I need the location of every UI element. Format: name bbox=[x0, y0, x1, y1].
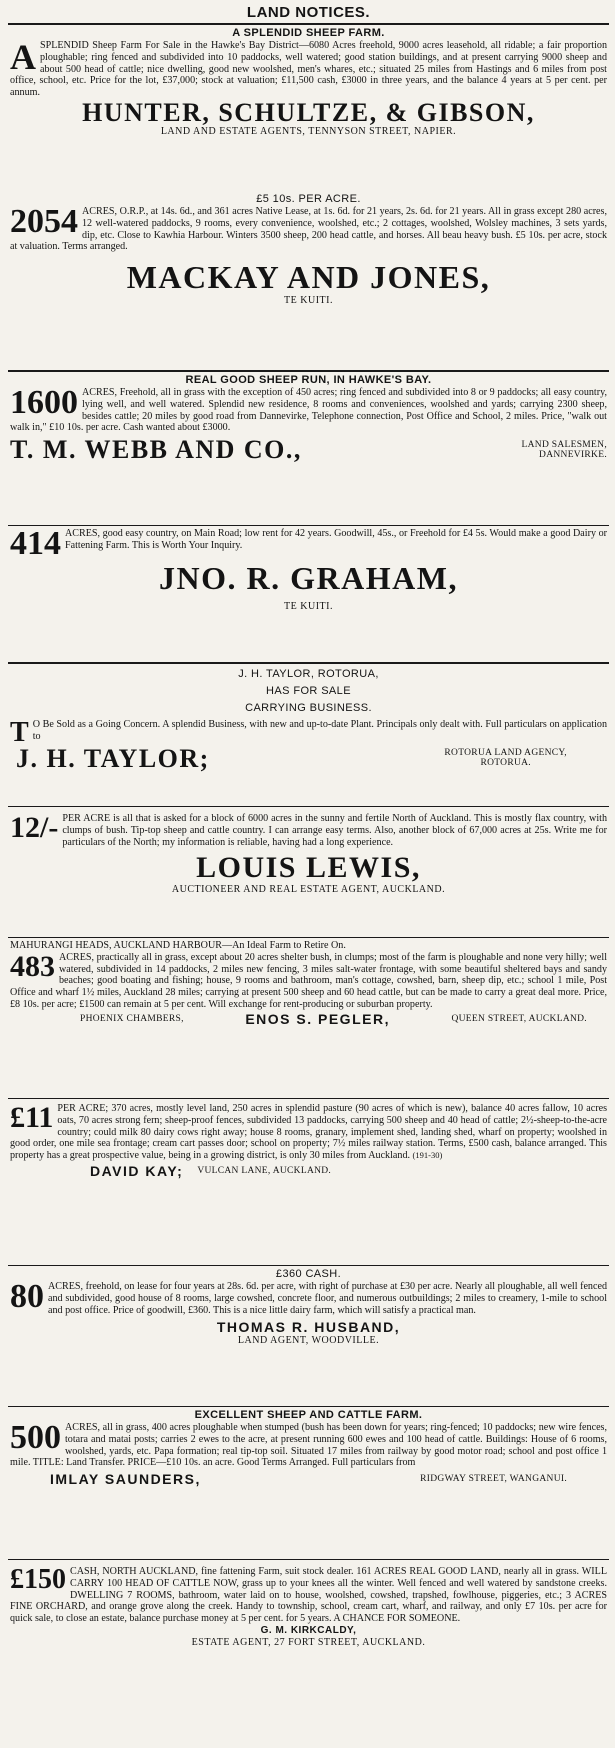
ad-heading: EXCELLENT SHEEP AND CATTLE FARM. bbox=[194, 1409, 423, 1421]
ad-body bbox=[10, 37, 607, 99]
firm-address: AUCTIONEER AND REAL ESTATE AGENT, AUCKLAND. bbox=[171, 883, 446, 895]
firm-name: T. M. WEBB AND CO., bbox=[10, 435, 302, 465]
ad-414-acres bbox=[8, 526, 609, 661]
ad-body bbox=[10, 526, 607, 562]
firm-name: THOMAS R. HUSBAND, bbox=[216, 1319, 401, 1336]
firm-address bbox=[522, 440, 607, 460]
ad-carrying-business bbox=[8, 664, 609, 806]
ad-heading: REAL GOOD SHEEP RUN, IN HAWKE'S BAY. bbox=[185, 374, 432, 386]
firm-row bbox=[10, 745, 607, 772]
ad-text: ACRES, freehold, on lease for four years at 28s. 6d. per acre, with right of purchase at £30 per acre. Nearly all ploughable, all well fenced and subdivided, good house of 8 rooms, large cowshed, concrete floor, and numerous outbuildings; 2 miles to creamery, 1-mile to school and post office. Price of goodwill, £360. This is a nice little dairy farm, which will satisfy a practical man. bbox=[48, 1281, 607, 1316]
firm-address-line-1: LAND SALESMEN, bbox=[521, 439, 607, 450]
ad-real-good-sheep-run bbox=[8, 372, 609, 525]
ad-big-figure: £11 bbox=[10, 1101, 54, 1134]
ad-heading: £360 CASH. bbox=[275, 1268, 342, 1280]
firm-address: LAND AND ESTATE AGENTS, TENNYSON STREET, NAPIER. bbox=[160, 126, 457, 138]
ad-12-per-acre bbox=[8, 807, 609, 937]
ad-text: ACRES, O.R.P., at 14s. 6d., and 361 acres Native Lease, at 1s. 6d. for 21 years, 2s. 6d. for 21 years. All in grass except 280 acres, 12 well-watered paddocks, 9 rooms, every convenience, woolshed, etc.; 2 cottages, woolshed, Wolsley machines, 3 sets yards, dip, etc. Close to Kawhia Harbour. Winters 3500 sheep, 200 head cattle, and horses. All beau heavy bush. £5 10s. per acre, stock at valuation. Terms arranged. bbox=[10, 206, 607, 253]
ad-mahurangi-heads bbox=[8, 938, 609, 1098]
ad-big-figure: £150 bbox=[10, 1564, 66, 1595]
firm-row bbox=[10, 1011, 607, 1027]
ad-body bbox=[10, 1278, 607, 1316]
ad-360-cash bbox=[8, 1266, 609, 1406]
firm-row bbox=[10, 436, 607, 463]
ad-heading-2: HAS FOR SALE bbox=[266, 685, 351, 697]
ad-splendid-sheep-farm bbox=[8, 25, 609, 191]
firm-address-line-2: DANNEVIRKE. bbox=[539, 449, 607, 460]
firm-address-line-1: PHOENIX CHAMBERS, bbox=[80, 1013, 184, 1024]
firm-name: DAVID KAY; bbox=[90, 1162, 184, 1179]
ad-text: PER ACRE is all that is asked for a block of 6000 acres in the sunny and fertile North of Auckland. This is mostly flax country, with clumps of bush. Tip-top sheep and cattle country. I can arrange easy terms. Also, another block of 67,000 acres at 25s. Write me for particulars of the North; my information is reliable, having had a long experience. bbox=[62, 813, 607, 848]
ad-big-figure: 414 bbox=[10, 526, 61, 562]
ad-text: ACRES, practically all in grass, except about 20 acres shelter bush, in clumps; most of the farm is ploughable and none very hilly; well watered, subdivided in 14 paddocks, 2 miles new fencing, 3 miles salt-water frontage, with some beautiful sheltered bays and sandy beaches; good boating and fishing; house, 9 rooms and bathroom, man's cottage, cowshed, barn, sheep dip, etc.; school 1 mile, Post Office and wharf 1½ miles, Auckland 28 miles; carrying at present 500 sheep and 60 head cattle, but can be made to carry a great deal more. Price, £8 10s. per acre; £1500 can remain at 5 per cent. Will exchange for rent-producing or suburban property. bbox=[10, 951, 607, 1010]
page-title: LAND NOTICES. bbox=[246, 4, 371, 21]
drop-cap: T bbox=[10, 717, 29, 748]
ad-11-per-acre bbox=[8, 1099, 609, 1265]
ad-big-figure: 80 bbox=[10, 1278, 44, 1315]
ad-body bbox=[10, 813, 607, 848]
drop-cap: A bbox=[10, 37, 36, 77]
firm-address: RIDGWAY STREET, WANGANUI. bbox=[420, 1474, 567, 1485]
ad-heading-1: J. H. TAYLOR, ROTORUA, bbox=[238, 668, 379, 680]
ad-body bbox=[10, 203, 607, 253]
firm-name: JNO. R. GRAHAM, bbox=[159, 559, 458, 596]
firm-name: IMLAY SAUNDERS, bbox=[50, 1471, 201, 1488]
ad-text: O Be Sold as a Going Concern. A splendid Business, with new and up-to-date Plant. Principals only dealt with. Full particulars on application to bbox=[32, 719, 607, 742]
ad-150-cash bbox=[8, 1560, 609, 1720]
ad-text: ACRES, good easy country, on Main Road; low rent for 42 years. Goodwill, 45s., or Freehold for £4 5s. Would make a good Dairy or Fattening Farm. This is Worth Your Inquiry. bbox=[65, 528, 607, 551]
ad-heading: £5 10s. PER ACRE. bbox=[256, 193, 361, 205]
ad-big-figure: 483 bbox=[10, 949, 55, 983]
firm-address: VULCAN LANE, AUCKLAND. bbox=[197, 1165, 332, 1176]
firm-address-line-2: ROTORUA. bbox=[480, 758, 531, 769]
firm-name: MACKAY AND JONES, bbox=[126, 259, 491, 296]
firm-name: HUNTER, SCHULTZE, & GIBSON, bbox=[82, 97, 535, 127]
firm-name: G. M. KIRKCALDY, bbox=[260, 1624, 357, 1636]
firm-address: TE KUITI. bbox=[284, 601, 333, 613]
ad-heading: A SPLENDID SHEEP FARM. bbox=[232, 27, 385, 39]
firm-address-line-2: QUEEN STREET, AUCKLAND. bbox=[451, 1013, 587, 1024]
firm-name: LOUIS LEWIS, bbox=[196, 851, 421, 885]
ad-text: SPLENDID Sheep Farm For Sale in the Hawke's Bay District—6080 Acres freehold, 9000 acres leasehold, all ridable; a fair proportion ploughable; ring fenced and subdivided into 10 paddocks, well watered; good station buildings, and at present carrying 9000 sheep and about 500 head of cattle; nice dwelling, good new woolshed, men's whares, etc.; situated 25 miles from Hastings and 6 miles from post office, school, etc. Price for the lot, £37,000; stock at valuation; £11,500 cash, £3000 in three years, and the balance 4 years at 5 per cent. per annum. bbox=[10, 40, 607, 99]
firm-address: TE KUITI. bbox=[284, 294, 333, 306]
ad-big-figure: 500 bbox=[10, 1419, 61, 1456]
firm-row bbox=[10, 1163, 607, 1179]
firm-name: ENOS S. PEGLER, bbox=[245, 1010, 390, 1027]
ad-excellent-sheep-cattle-farm bbox=[8, 1407, 609, 1559]
ad-text: ACRES, all in grass, 400 acres ploughable when stumped (bush has been down for years; ring-fenced; 10 paddocks; new wire fences, totara and matai posts; carries 2 ewes to the acre, at present running 600 ewes and 100 head of cattle. Buildings: House of 6 rooms, woolshed, yards, etc. Papa formation; real tip-top soil. Situated 17 miles from railway by good motor road; school and post office 1 mile. TITLE: Land Transfer. PRICE—£10 10s. an acre. Good Terms Arranged. Full particulars from bbox=[10, 1422, 607, 1469]
ad-big-figure: 2054 bbox=[10, 203, 78, 240]
ad-big-figure: 12/- bbox=[10, 811, 59, 844]
ad-text: PER ACRE; 370 acres, mostly level land, 250 acres in splendid pasture (90 acres of which is new), balance 40 acres fallow, 10 acres oats, 70 acres strong fern; sheep-proof fences, subdivided 13 paddocks, carrying 500 sheep and 40 head of cattle; 2½-sheep-to-the-acre country; could milk 80 dairy cows right away; house 8 rooms, granary, implement shed, landing shed, wharf on property; woolshed in good order, one mile sea frontage; cream cart passes door; school on property; 7½ miles railway station. Terms, £500 cash, balance arranged. This property has a great prospective value, being in a growing district, is only 30 miles from Auckland. bbox=[10, 1103, 607, 1162]
firm-address-line-1: ROTORUA LAND AGENCY, bbox=[444, 748, 567, 759]
ad-text: CASH, NORTH AUCKLAND, fine fattening Farm, suit stock dealer. 161 ACRES REAL GOOD LAND, nearly all in grass. WILL CARRY 100 HEAD OF CATTLE NOW, grass up to your knees all the winter. Well fenced and well watered by sandstone creeks. DWELLING 7 ROOMS, bathroom, water laid on to house, woolshed, cowshed, trapshed, fowlhouse, piggeries, etc.; 3 ACRES FINE ORCHARD, and orange grove along the creek. Handy to township, school, cream cart, wharf, and railway, and only £7 10s. per acre for quick sale, to close an estate, balance purchase money at 5 per cent. for 5 years. A CHANCE FOR SOMEONE. bbox=[10, 1566, 607, 1625]
ad-body bbox=[10, 940, 607, 1011]
ad-heading-3: CARRYING BUSINESS. bbox=[245, 702, 372, 714]
firm-address: LAND AGENT, WOODVILLE. bbox=[237, 1335, 380, 1347]
ad-body bbox=[10, 717, 607, 748]
ad-heading: MAHURANGI HEADS, AUCKLAND HARBOUR—An Ideal Farm to Retire On. bbox=[10, 940, 346, 951]
firm-name: J. H. TAYLOR; bbox=[16, 743, 210, 773]
ad-body bbox=[10, 1103, 607, 1162]
firm-address: ESTATE AGENT, 27 FORT STREET, AUCKLAND. bbox=[191, 1636, 426, 1648]
ad-text: ACRES, Freehold, all in grass with the exception of 450 acres; ring fenced and subdivided into 8 or 9 paddocks; all easy country, lying well, and well watered. Splendid new residence, 8 rooms and conveniences, woolshed and yards; carrying 2300 sheep, besides cattle; 20 miles by good road from Dannevirke, Telephone connection, Post Office and School, 2 miles. Price, "walk out walk in," £10 10s. per acre. Cash wanted about £3000. bbox=[10, 387, 607, 434]
ad-reference: (191-30) bbox=[412, 1150, 443, 1161]
firm-row bbox=[10, 1471, 607, 1487]
ad-big-figure: 1600 bbox=[10, 384, 78, 421]
ad-body bbox=[10, 1566, 607, 1625]
ad-body bbox=[10, 384, 607, 434]
firm-address bbox=[444, 748, 607, 768]
ad-2054-acres bbox=[8, 191, 609, 369]
ad-body bbox=[10, 1419, 607, 1469]
